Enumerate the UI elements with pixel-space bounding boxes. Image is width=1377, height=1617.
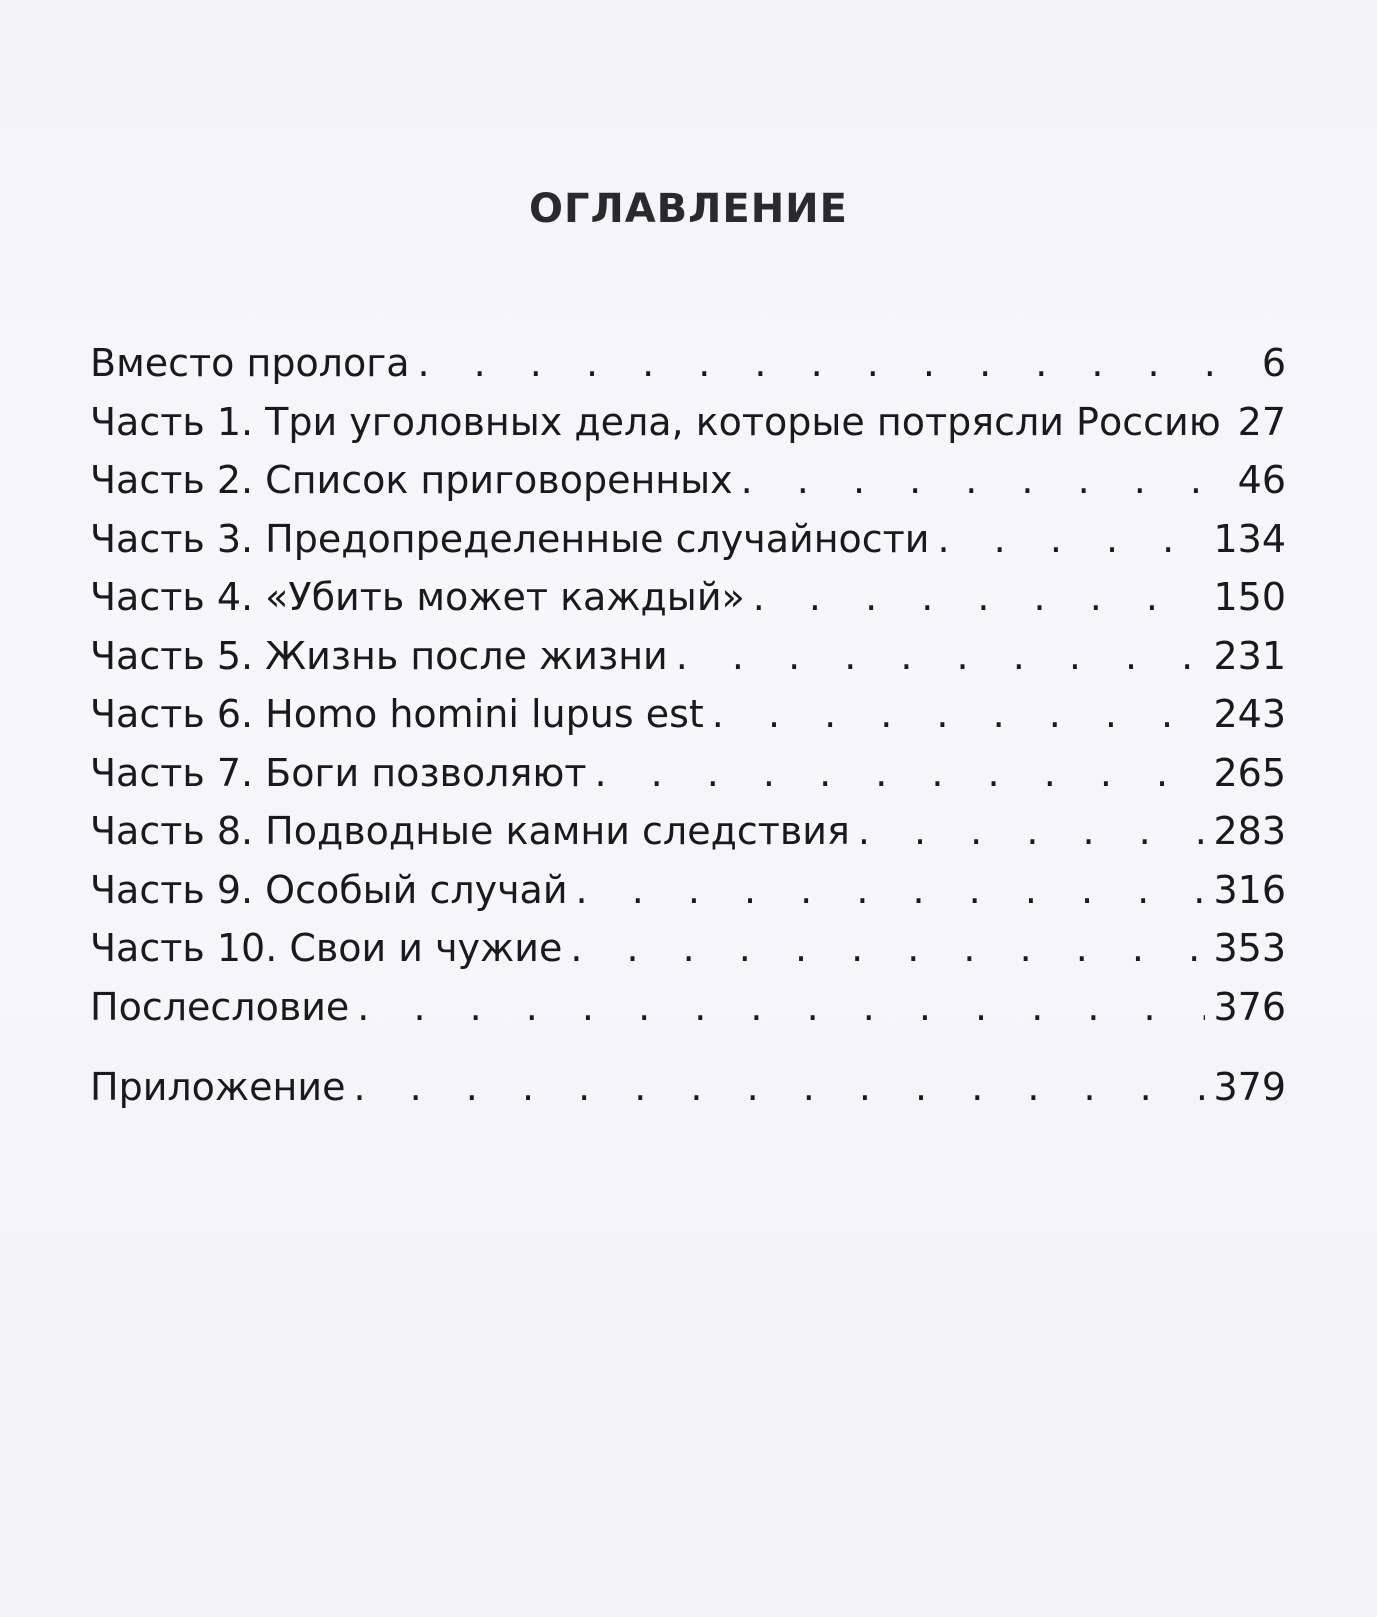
- toc-entry: [90, 744, 1286, 803]
- toc-entry-label: Часть 8. Подводные камни следствия: [90, 809, 850, 853]
- dot-leader: [741, 451, 1230, 509]
- toc-entry-page: 376: [1213, 984, 1286, 1029]
- toc-entry-page: 243: [1213, 692, 1286, 736]
- dot-leader: [712, 685, 1206, 743]
- toc-entry: [90, 627, 1286, 686]
- toc-entry-page: 353: [1213, 926, 1286, 970]
- dot-leader: [353, 1058, 1205, 1116]
- toc-entry-page: 134: [1213, 516, 1286, 561]
- toc-entry: [90, 685, 1286, 744]
- toc-entry-page: 379: [1213, 1065, 1286, 1109]
- dot-leader: [938, 510, 1206, 568]
- toc-entry-page: 231: [1213, 633, 1286, 678]
- dot-leader: [570, 919, 1205, 977]
- dot-leader: [576, 861, 1206, 919]
- toc-entry: [90, 451, 1286, 510]
- toc-entry-page: 316: [1213, 867, 1286, 912]
- toc-entry-label: Послесловие: [90, 984, 350, 1029]
- toc-entry: [90, 861, 1286, 920]
- toc-entry: [90, 334, 1286, 393]
- toc-entry-label: Часть 2. Список приговоренных: [90, 458, 733, 502]
- toc-entry-label: Часть 7. Боги позволяют: [90, 750, 587, 795]
- toc-entry-label: Часть 9. Особый случай: [90, 867, 568, 912]
- toc-entry: [90, 978, 1286, 1037]
- toc-entry-page: 265: [1213, 750, 1286, 795]
- toc-entry-label: Часть 10. Свои и чужие: [90, 926, 563, 970]
- toc-entry-page: 150: [1213, 575, 1286, 619]
- toc-entry-label: Приложение: [90, 1065, 346, 1109]
- toc-entry-label: Часть 3. Предопределенные случайности: [90, 516, 930, 561]
- toc-entry-label: Часть 5. Жизнь после жизни: [90, 633, 668, 678]
- dot-leader: [676, 627, 1206, 685]
- dot-leader: [753, 568, 1206, 626]
- toc-entry-label: Часть 1. Три уголовных дела, которые потрясли Россию: [90, 399, 1221, 444]
- dot-leader: [357, 978, 1205, 1036]
- toc-entry: [90, 393, 1286, 452]
- dot-leader: [417, 334, 1253, 392]
- dot-leader: [858, 802, 1206, 860]
- page-title: ОГЛАВЛЕНИЕ: [529, 186, 848, 232]
- toc-entry: [90, 510, 1286, 569]
- toc-entry-label: Часть 6. Homo homini lupus est: [90, 692, 704, 736]
- toc-entry-label: Часть 4. «Убить может каждый»: [90, 575, 745, 619]
- toc-entry: [90, 1058, 1286, 1117]
- toc-entry-page: 27: [1237, 399, 1286, 444]
- toc-entry-page: 46: [1237, 458, 1286, 502]
- toc-entry: [90, 802, 1286, 861]
- toc-entry-label: Вместо пролога: [90, 341, 410, 385]
- table-of-contents: [90, 334, 1286, 1117]
- dot-leader: [594, 744, 1205, 802]
- toc-entry: [90, 919, 1286, 978]
- toc-entry: [90, 568, 1286, 627]
- dot-leader: [1229, 393, 1230, 451]
- toc-entry-page: 283: [1213, 809, 1286, 853]
- toc-entry-page: 6: [1261, 341, 1286, 385]
